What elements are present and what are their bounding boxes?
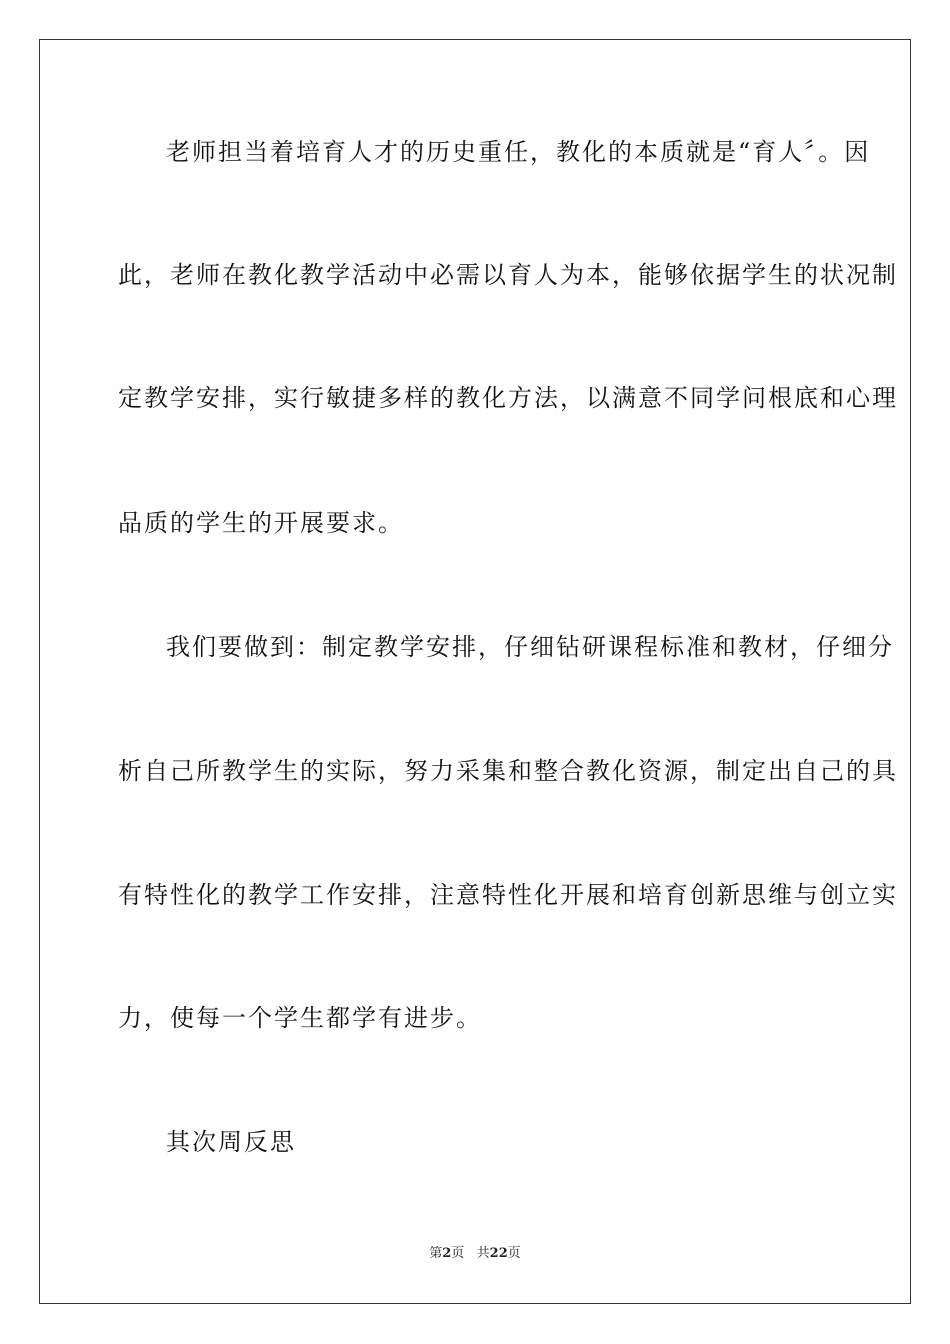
page-border bbox=[39, 39, 911, 1304]
footer-middle: 页 共 bbox=[451, 1246, 490, 1261]
paragraph-2-line-1: 我们要做到：制定教学安排，仔细钻研课程标准和教材，仔细分 bbox=[166, 633, 894, 661]
section-heading: 其次周反思 bbox=[166, 1128, 296, 1156]
paragraph-2-line-2: 析自己所教学生的实际，努力采集和整合教化资源，制定出自己的具 bbox=[118, 757, 898, 785]
page-footer bbox=[0, 1244, 950, 1264]
paragraph-1-line-4: 品质的学生的开展要求。 bbox=[118, 509, 404, 537]
total-page-count: 22 bbox=[489, 1246, 508, 1261]
paragraph-1-line-1: 老师担当着培育人才的历史重任，教化的本质就是“育人〞。因 bbox=[166, 138, 871, 166]
paragraph-2-line-4: 力，使每一个学生都学有进步。 bbox=[118, 1004, 482, 1032]
paragraph-1-line-2: 此，老师在教化教学活动中必需以育人为本，能够依据学生的状况制 bbox=[118, 261, 898, 289]
current-page-number: 2 bbox=[442, 1246, 452, 1261]
paragraph-2-line-3: 有特性化的教学工作安排，注意特性化开展和培育创新思维与创立实 bbox=[118, 881, 898, 909]
footer-prefix: 第 bbox=[429, 1246, 443, 1261]
paragraph-1-line-3: 定教学安排，实行敏捷多样的教化方法，以满意不同学问根底和心理 bbox=[118, 384, 898, 412]
footer-suffix: 页 bbox=[507, 1246, 521, 1261]
